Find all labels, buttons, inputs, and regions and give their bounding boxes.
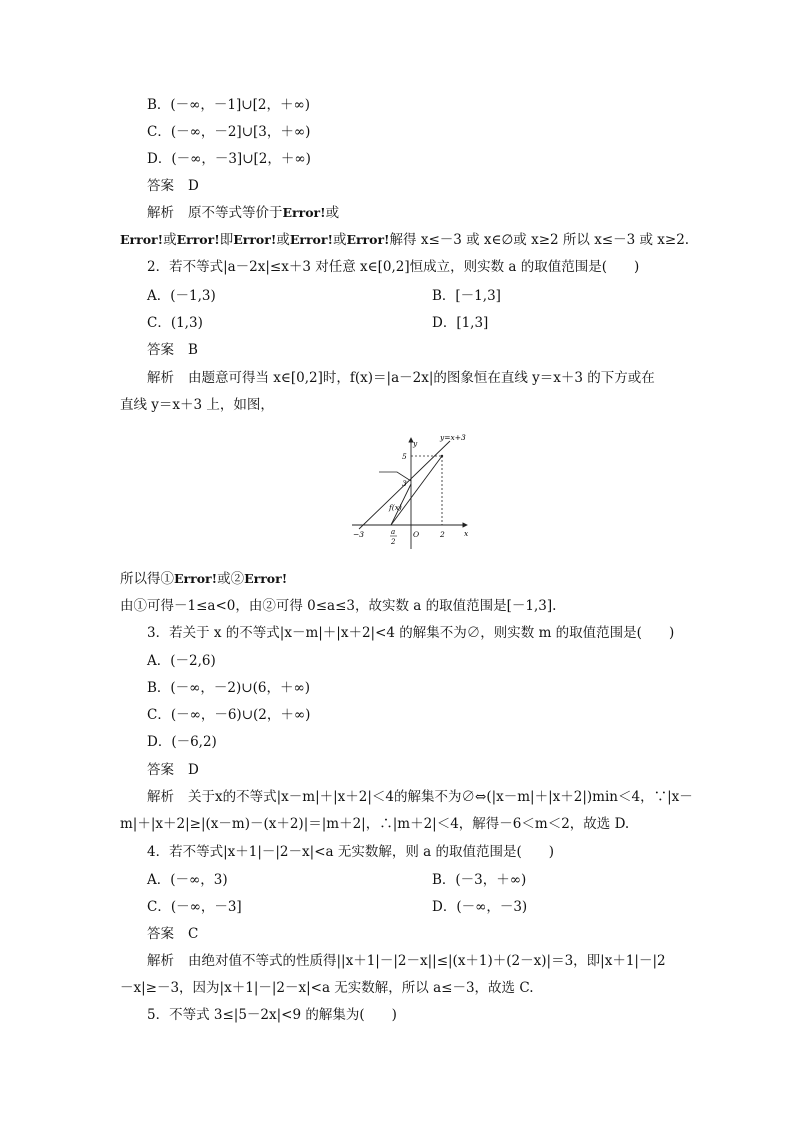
origin-label: O [413, 530, 420, 539]
text-fragment: 所以得① [120, 571, 174, 587]
error-text: Error! [289, 232, 333, 247]
tick-5: 5 [402, 452, 407, 461]
analysis-3 [147, 788, 693, 806]
answer-label: 答案 [147, 762, 174, 778]
answer-value: B [188, 342, 198, 358]
text-fragment: 或 [276, 232, 290, 248]
text-fragment: 即 [219, 232, 234, 248]
line-label: y=x+3 [440, 433, 466, 442]
answer-2 [147, 341, 198, 359]
error-text: Error! [233, 232, 277, 247]
option-c: C．(－∞，－2]∪[3，＋∞) [147, 124, 311, 140]
tick-neg3: −3 [353, 530, 365, 539]
analysis-label: 解析 [147, 205, 174, 221]
conclusion-2 [120, 570, 287, 588]
analysis-4 [147, 952, 666, 970]
x-label: x [464, 529, 469, 538]
frac-denominator: 2 [391, 538, 396, 546]
error-text: Error! [176, 232, 220, 247]
analysis-3-cont: m|＋|x＋2|≥|(x－m)－(x＋2)|＝|m＋2|，∴|m＋2|＜4，解得－6＜m＜2，故选 D. [120, 816, 630, 832]
question-3: 3．若关于 x 的不等式|x－m|＋|x＋2|<4 的解集不为∅，则实数 m 的取值范围是( ) [147, 625, 675, 641]
analysis-label: 解析 [147, 789, 174, 805]
tick-2: 2 [440, 530, 445, 539]
question-2: 2．若不等式|a－2x|≤x＋3 对任意 x∈[0,2]恒成立，则实数 a 的取值范围是( ) [147, 259, 640, 275]
error-text: Error! [174, 571, 218, 586]
option-d: D．(－∞，－3]∪[2，＋∞) [147, 151, 311, 167]
option-a: A．(－2,6) [147, 653, 216, 669]
analysis-2-cont: 直线 y＝x＋3 上，如图， [120, 397, 274, 413]
option-b: B．(－3，＋∞) [432, 872, 527, 888]
analysis-text: 原不等式等价于 [188, 205, 283, 221]
answer-label: 答案 [147, 178, 174, 194]
function-graph [350, 432, 475, 552]
option-c: C．(1,3) [147, 315, 203, 331]
answer-value: C [188, 926, 199, 942]
answer-value: D [188, 178, 199, 194]
error-text: Error! [244, 571, 288, 586]
text-fragment: 或 [163, 232, 177, 248]
error-text: Error! [282, 205, 326, 220]
analysis-2 [147, 369, 655, 387]
analysis-1 [147, 204, 339, 222]
analysis-text: 由绝对值不等式的性质得||x＋1|－|2－x||≤|(x＋1)＋(2－x)|＝3，即|x＋1|－|2 [188, 953, 666, 969]
option-d: D．(－6,2) [147, 734, 217, 750]
analysis-tail: 或 [325, 205, 340, 221]
tick-3: 3 [402, 479, 407, 488]
option-b: B．(－∞，－1]∪[2，＋∞) [147, 97, 310, 113]
option-b: B．(－∞，－2)∪(6，＋∞) [147, 680, 310, 696]
analysis-text: 由题意可得当 x∈[0,2]时，f(x)＝|a－2x|的图象恒在直线 y＝x＋3 的下方或在 [188, 370, 655, 386]
text-fragment: 或 [332, 232, 347, 248]
answer-label: 答案 [147, 926, 174, 942]
answer-1 [147, 177, 199, 195]
answer-label: 答案 [147, 342, 174, 358]
text-fragment: 或② [217, 571, 245, 587]
option-b: B．[－1,3] [432, 288, 501, 304]
analysis-label: 解析 [147, 953, 174, 969]
answer-value: D [188, 762, 199, 778]
text-fragment: 解得 x≤－3 或 x∈∅或 x≥2 所以 x≤－3 或 x≥2. [389, 232, 690, 248]
question-4: 4．若不等式|x＋1|－|2－x|<a 无实数解，则 a 的取值范围是( ) [147, 844, 555, 860]
y-label: y [413, 439, 418, 448]
option-d: D．(－∞，－3) [432, 899, 528, 915]
error-text: Error! [346, 232, 390, 247]
error-text: Error! [120, 232, 164, 247]
option-c: C．(－∞，－6)∪(2，＋∞) [147, 707, 311, 723]
question-5: 5．不等式 3≤|5－2x|<9 的解集为( ) [147, 1007, 397, 1023]
option-a: A．(－∞，3) [147, 872, 228, 888]
answer-3 [147, 761, 199, 779]
f-label: f(x) [389, 503, 402, 512]
frac-numerator: a [391, 528, 396, 536]
analysis-1-cont [120, 231, 689, 249]
analysis-text: 关于x的不等式|x－m|＋|x＋2|＜4的解集不为∅⇔(|x－m|＋|x＋2|)min＜4，∵|x－ [188, 789, 693, 805]
option-c: C．(－∞，－3] [147, 899, 242, 915]
conclusion-2-cont: 由①可得－1≤a<0，由②可得 0≤a≤3，故实数 a 的取值范围是[－1,3]. [120, 598, 557, 614]
option-a: A．(－1,3) [147, 288, 216, 304]
answer-4 [147, 925, 198, 943]
analysis-4-cont: －x|≥－3，因为|x＋1|－|2－x|<a 无实数解，所以 a≤－3，故选 C. [120, 980, 534, 996]
analysis-label: 解析 [147, 370, 174, 386]
option-d: D．[1,3] [432, 315, 489, 331]
